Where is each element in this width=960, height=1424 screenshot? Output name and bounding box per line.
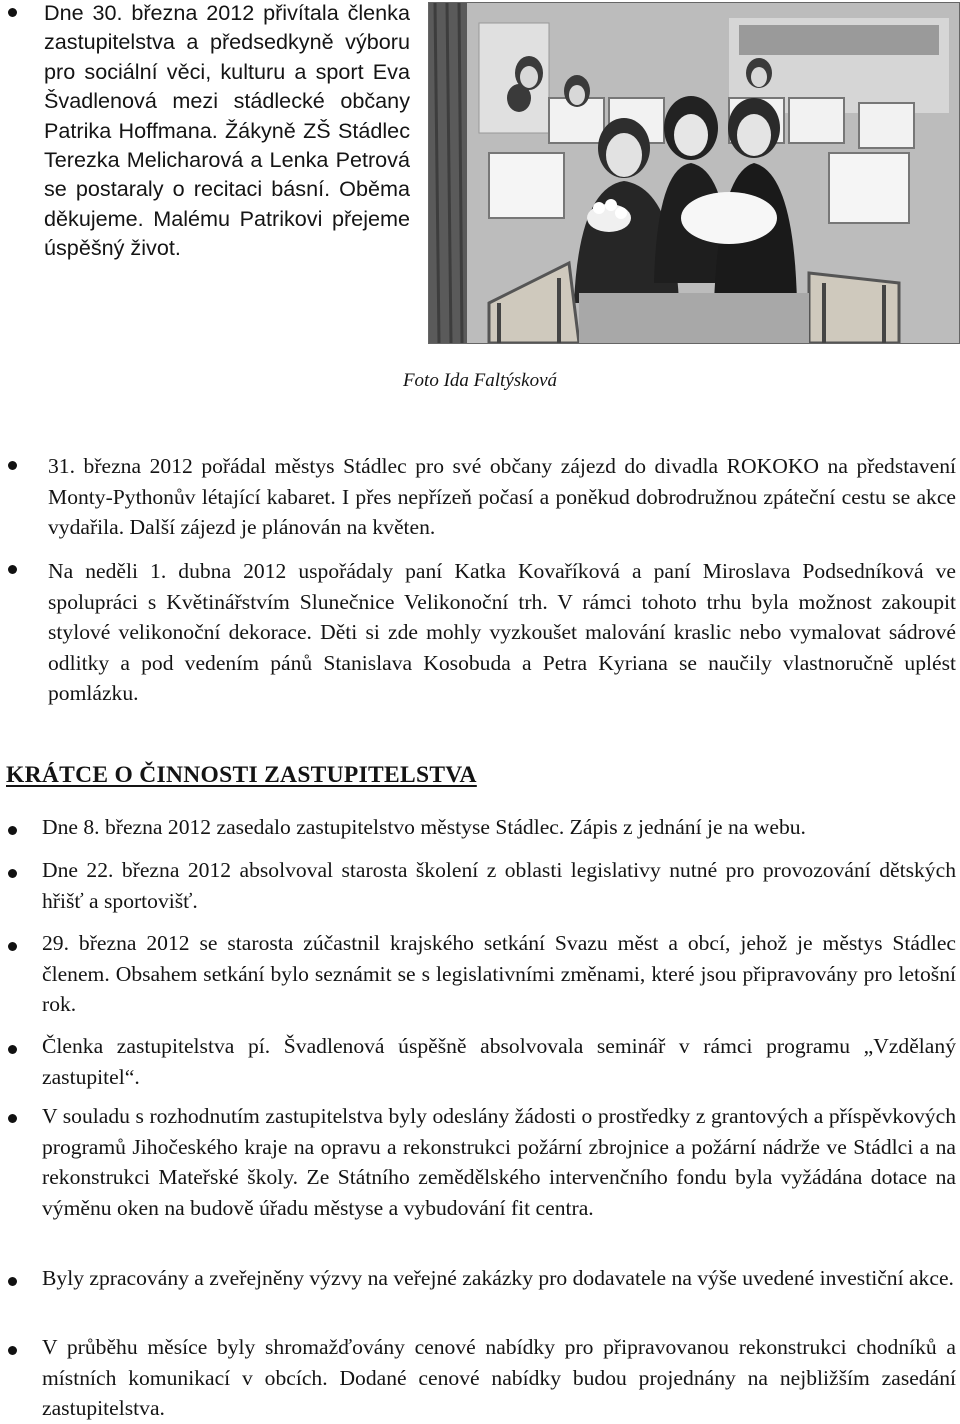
bullet: [8, 461, 17, 470]
event-paragraph: 31. března 2012 pořádal městys Stádlec pro své občany zájezd do divadla ROKOKO na představení Monty-Pythonův létající kabaret. I přes nepřízeň počasí a poněkud dobrodružnou zpáteční cestu se akce vydařila. Další zájezd je plánován na květen.: [48, 454, 956, 539]
photo-image: [429, 3, 959, 343]
group-photo: [428, 2, 960, 344]
bullet: [8, 1045, 17, 1054]
council-item: 29. března 2012 se starosta zúčastnil krajského setkání Svazu měst a obcí, jehož je městys Stádlec členem. Obsahem setkání bylo seznámit se s legislativními změnami, které jsou připravovány pro letošní rok.: [42, 931, 956, 1016]
council-item: Členka zastupitelstva pí. Švadlenová úspěšně absolvovala seminář v rámci programu „Vzdělaný zastupitel“.: [42, 1034, 956, 1089]
council-item: Dne 8. března 2012 zasedalo zastupitelstvo městyse Stádlec. Zápis z jednání je na webu.: [42, 815, 806, 839]
council-item: V souladu s rozhodnutím zastupitelstva byly odeslány žádosti o prostředky z grantových a příspěvkových programů Jihočeského kraje na opravu a rekonstrukci požární zbrojnice a požární nádrže ve Stádlci a na rekonstrukci Mateřské školy. Ze Státního zemědělského intervenčního fondu byla vyžádána dotace na výměnu oken na budově úřadu městyse a vybudování fit centra.: [42, 1104, 956, 1220]
section-heading: KRÁTCE O ČINNOSTI ZASTUPITELSTVA: [6, 762, 477, 788]
intro-paragraph: Dne 30. března 2012 přivítala členka zastupitelstva a předsedkyně výboru pro sociální věci, kulturu a sport Eva Švadlenová mezi stádlecké občany Patrika Hoffmana. Žákyně ZŠ Stádlec Terezka Melicharová a Lenka Petrová se postaraly o recitaci básní. Oběma děkujeme. Malému Patrikovi přejeme úspěšný život.: [44, 0, 410, 261]
council-item: Byly zpracovány a zveřejněny výzvy na veřejné zakázky pro dodavatele na výše uvedené investiční akce.: [42, 1266, 954, 1290]
bullet: [8, 8, 17, 17]
bullet: [8, 1346, 17, 1355]
event-paragraph: Na neděli 1. dubna 2012 uspořádaly paní Katka Kovaříková a paní Miroslava Podsedníková ve spolupráci s Květinářstvím Slunečnice Velikonoční trh. V rámci tohoto trhu byla možnost zakoupit stylové velikonoční dekorace. Děti si zde mohly vyzkoušet malování kraslic nebo vymalovat sádrové odlitky a pod vedením pánů Stanislava Kosobuda a Petra Kyriana se naučily vlastnoručně uplést pomlázku.: [48, 559, 956, 705]
bullet: [8, 942, 17, 951]
bullet: [8, 1277, 17, 1286]
council-item: V průběhu měsíce byly shromažďovány cenové nabídky pro připravovanou rekonstrukci chodníků a místních komunikací v obcích. Dodané cenové nabídky budou projednány na nejbližším zasedání zastupitelstva.: [42, 1335, 956, 1420]
bullet: [8, 869, 17, 878]
photo-caption: Foto Ida Faltýsková: [402, 370, 558, 391]
council-item: Dne 22. března 2012 absolvoval starosta školení z oblasti legislativy nutné pro provozování dětských hřišť a sportovišť.: [42, 858, 956, 913]
bullet: [8, 826, 17, 835]
bullet: [8, 565, 17, 574]
bullet: [8, 1114, 17, 1123]
